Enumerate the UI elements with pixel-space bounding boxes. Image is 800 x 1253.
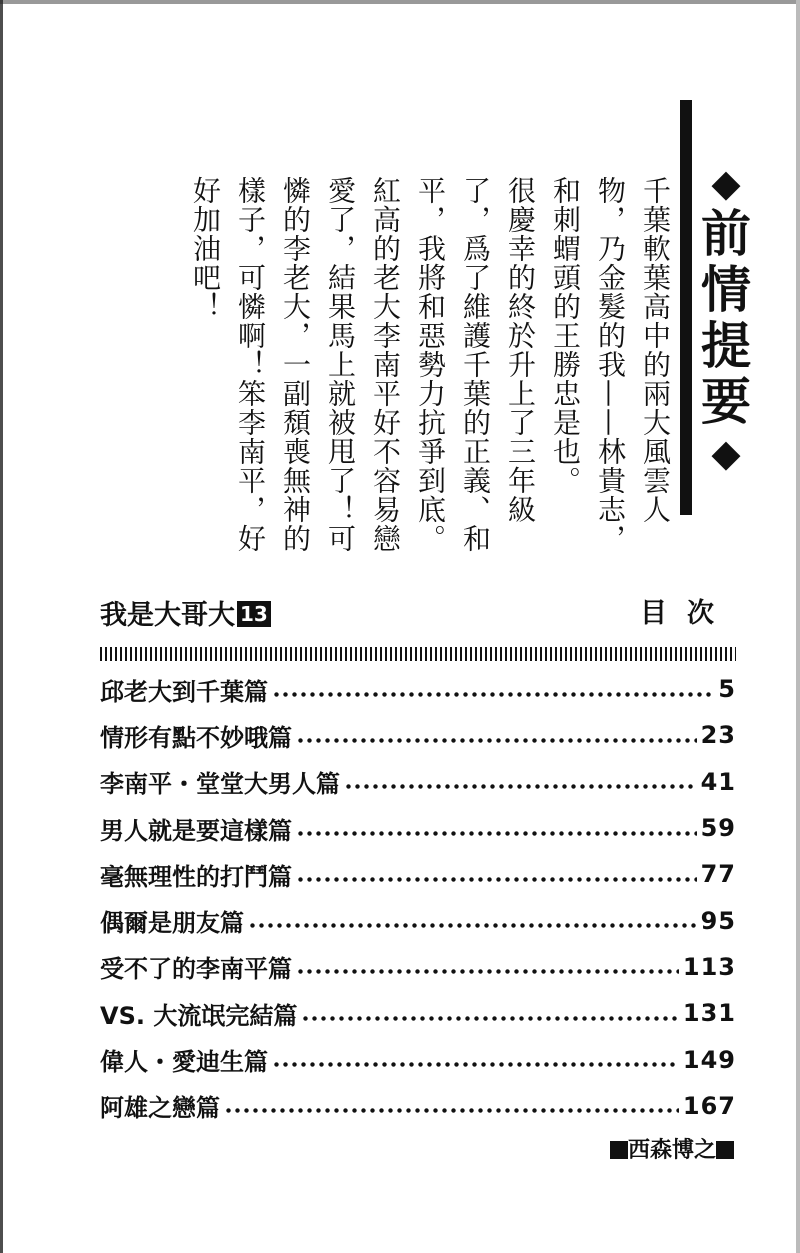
toc-entry-title: 毫無理性的打鬥篇 (100, 862, 292, 891)
toc-entry[interactable] (100, 944, 736, 990)
toc-entry-page: 59 (700, 814, 736, 843)
synopsis-paragraph: 很慶幸的終於升上了三年級了，爲了維護千葉的正義、和平，我將和惡勢力抗爭到底。 (414, 176, 537, 553)
synopsis-title-bar (680, 100, 692, 515)
toc-entry-page: 77 (700, 860, 736, 889)
series-title-text: 我是大哥大 (100, 600, 235, 631)
hatch-divider (100, 647, 736, 661)
synopsis-title-char: 要 (701, 373, 751, 431)
toc-entry-title: 偶爾是朋友篇 (100, 909, 244, 938)
toc-entry-page: 5 (718, 675, 736, 704)
synopsis-title-char: 情 (701, 261, 751, 319)
toc-entry[interactable] (100, 666, 736, 712)
toc-entry-page: 41 (700, 767, 736, 796)
toc-entry-title: 情形有點不妙哦篇 (100, 723, 292, 752)
diamond-icon: ◆ (711, 431, 741, 475)
series-title (100, 596, 271, 636)
toc-list (100, 666, 736, 1129)
toc-entry-title: 李南平・堂堂大男人篇 (100, 770, 340, 799)
toc-entry[interactable] (100, 712, 736, 758)
toc-entry-page: 167 (682, 1091, 736, 1120)
toc-entry-page: 131 (682, 999, 736, 1028)
leader-dots (248, 919, 697, 933)
toc-entry[interactable] (100, 897, 736, 943)
page-edge-top (0, 0, 800, 4)
toc-entry-title: 阿雄之戀篇 (100, 1094, 220, 1123)
toc-entry-page: 149 (682, 1045, 736, 1074)
synopsis-text (183, 148, 678, 568)
leader-dots (224, 1104, 679, 1118)
synopsis-paragraph: 紅高的老大李南平好不容易戀愛了，結果馬上就被甩了！可憐的李老大，一副頹喪無神的樣子，可憐啊！笨李南平，好好加油吧！ (189, 176, 402, 553)
diamond-icon: ◆ (711, 161, 741, 205)
black-square-icon (610, 1141, 628, 1159)
toc-label: 目次 (640, 598, 734, 629)
toc-entry[interactable] (100, 805, 736, 851)
toc-entry-title: VS. 大流氓完結篇 (100, 1001, 298, 1030)
toc-entry-page: 95 (700, 906, 736, 935)
toc-entry[interactable] (100, 1036, 736, 1082)
toc-entry[interactable] (100, 759, 736, 805)
page-edge-right (796, 0, 800, 1253)
leader-dots (296, 733, 697, 747)
toc-entry-title: 偉人・愛迪生篇 (100, 1048, 268, 1077)
author-credit (610, 1135, 734, 1167)
leader-dots (296, 965, 679, 979)
synopsis-title (696, 160, 756, 476)
synopsis-title-char: 前 (701, 205, 751, 263)
author-name: 西森博之 (627, 1138, 716, 1163)
synopsis-paragraph: 千葉軟葉高中的兩大風雲人物，乃金髮的我——林貴志，和刺蝟頭的王勝忠是也。 (549, 176, 672, 553)
toc-entry[interactable] (100, 1083, 736, 1129)
toc-entry-title: 男人就是要這樣篇 (100, 816, 292, 845)
leader-dots (344, 780, 697, 794)
leader-dots (296, 872, 697, 886)
toc-entry-title: 受不了的李南平篇 (100, 955, 292, 984)
leader-dots (296, 826, 697, 840)
leader-dots (272, 1058, 679, 1072)
synopsis-title-char: 提 (701, 317, 751, 375)
black-square-icon (716, 1141, 734, 1159)
volume-badge: 13 (237, 601, 271, 627)
toc-entry[interactable] (100, 851, 736, 897)
toc-header (100, 596, 740, 636)
leader-dots (301, 1011, 679, 1025)
toc-entry-page: 113 (682, 952, 736, 981)
toc-entry-page: 23 (700, 721, 736, 750)
toc-entry[interactable] (100, 990, 736, 1036)
leader-dots (272, 687, 714, 701)
page-edge-left (0, 0, 3, 1253)
toc-entry-title: 邱老大到千葉篇 (100, 677, 268, 706)
